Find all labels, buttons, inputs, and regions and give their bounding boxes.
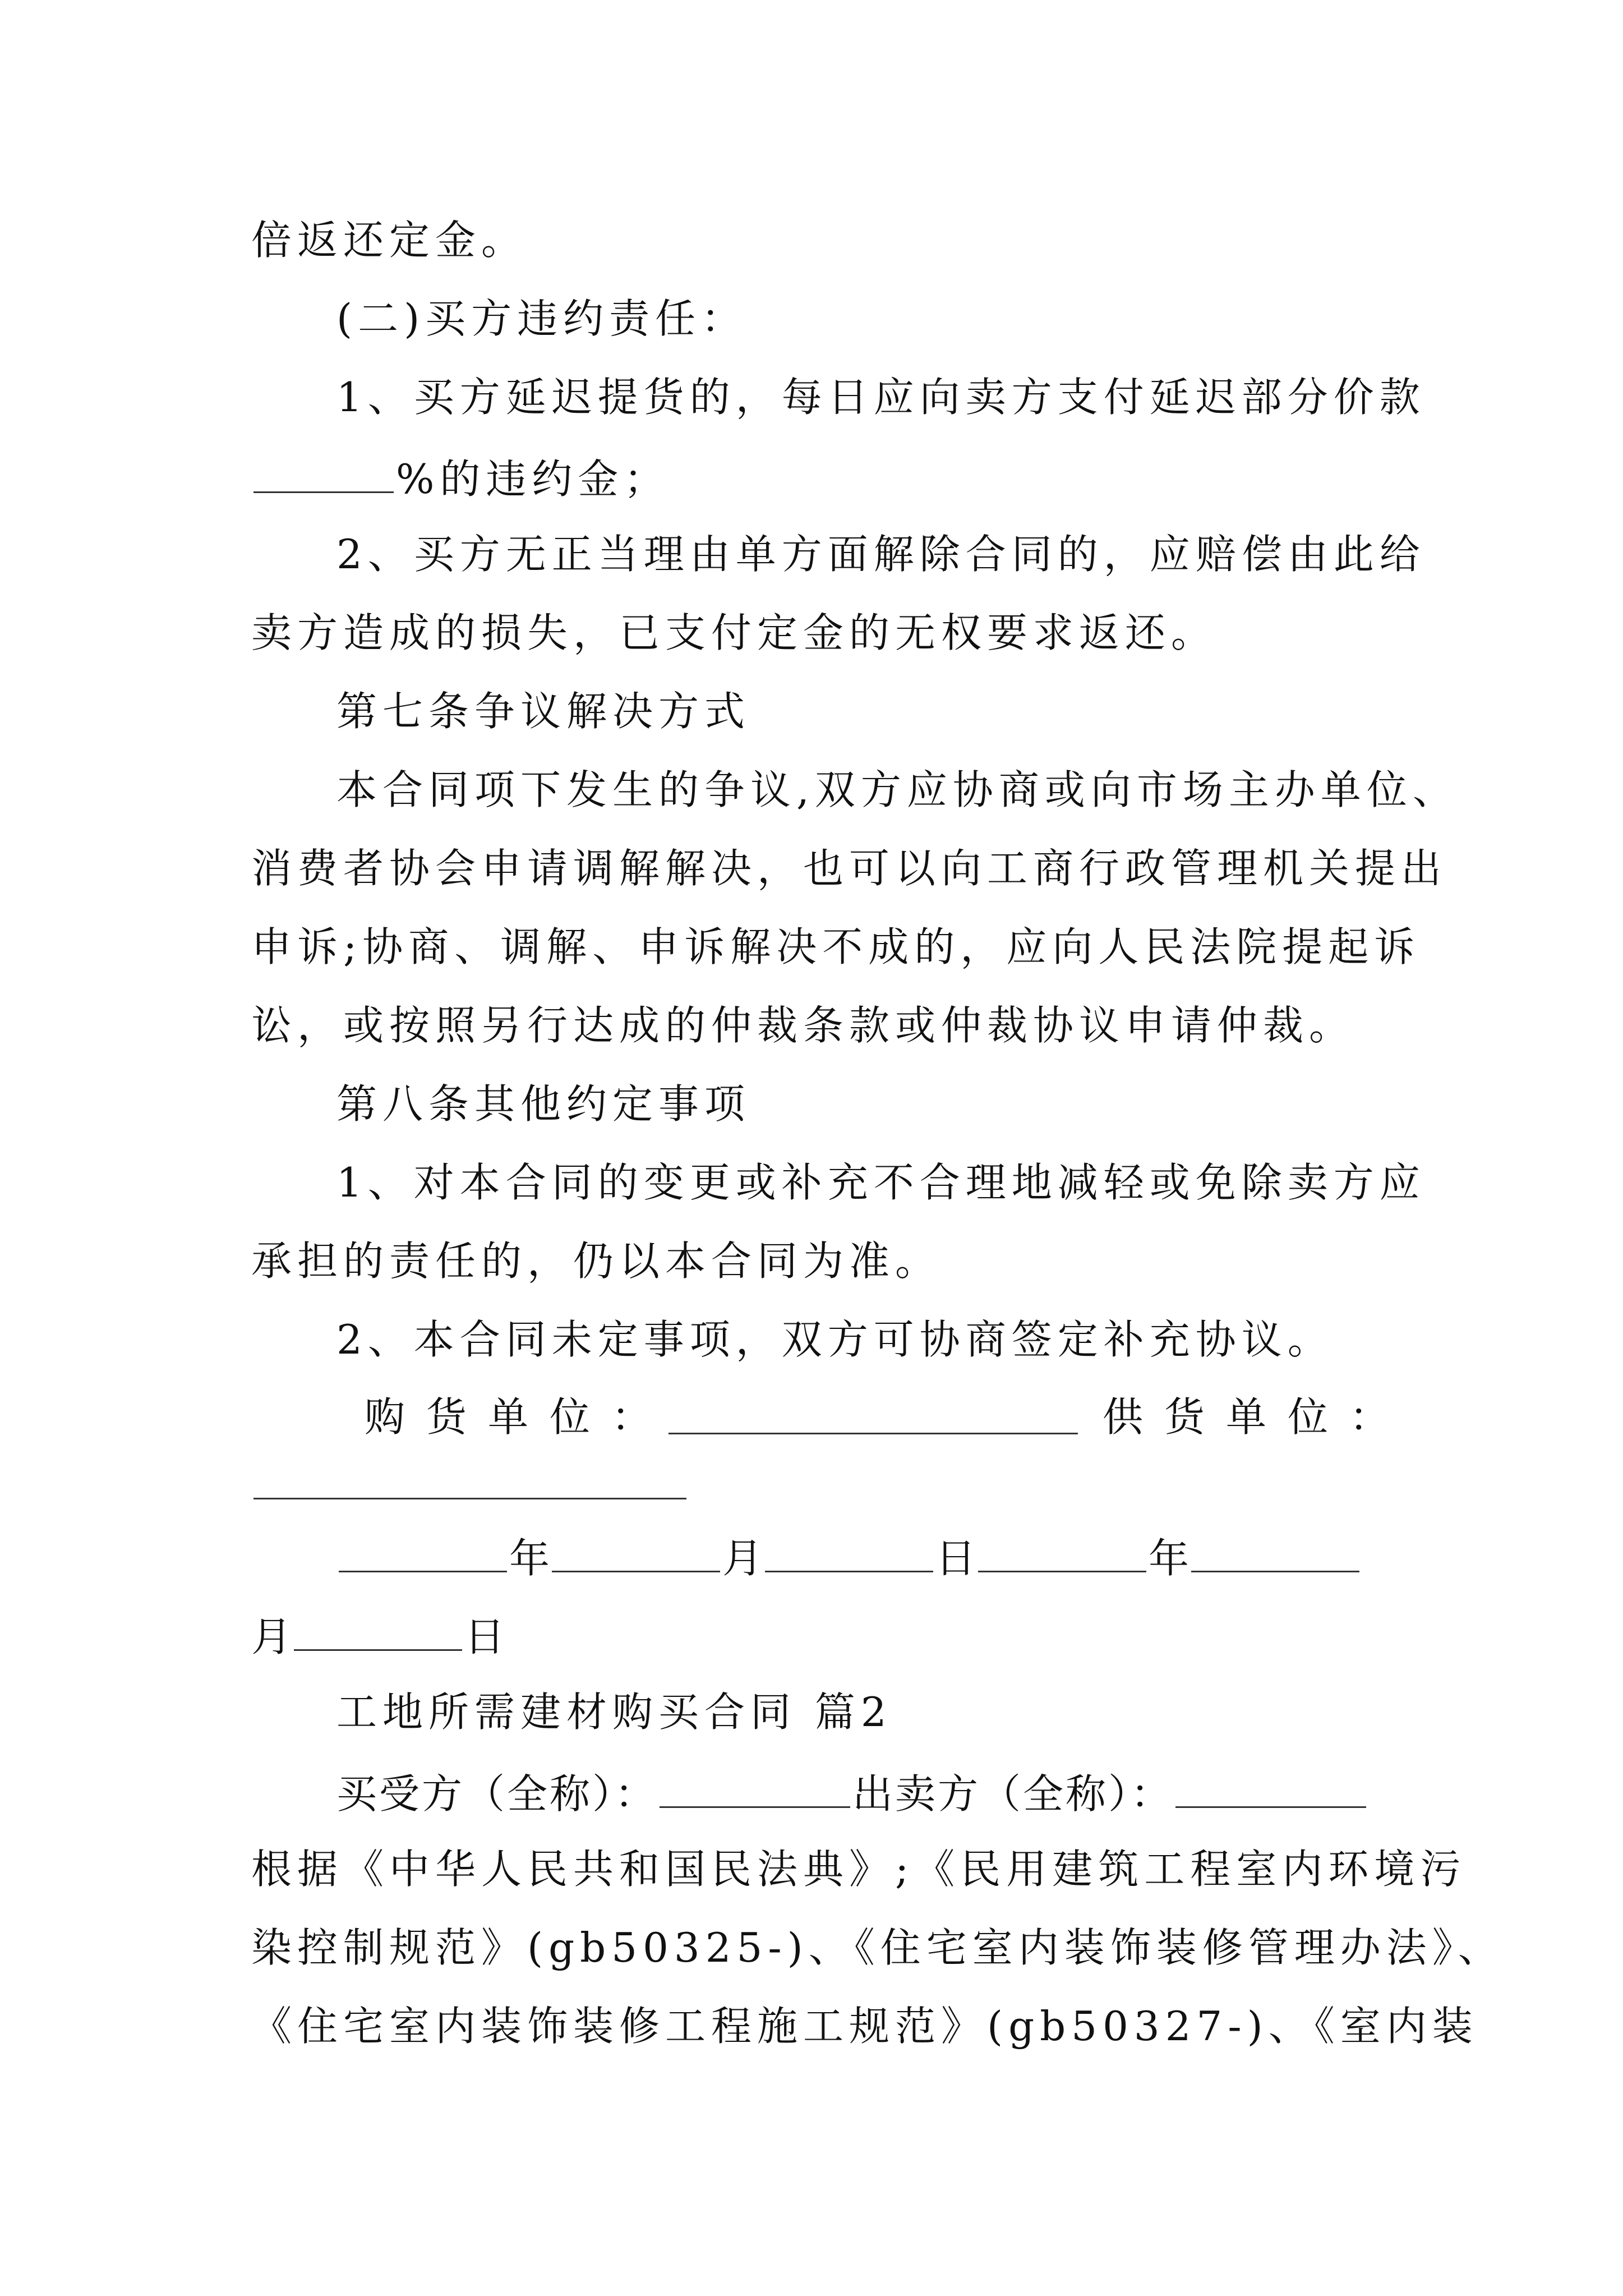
blank-field [978,1535,1146,1572]
buyer-unit-line [666,1397,1080,1441]
text-line: 申诉;协商、调解、申诉解决不成的，应向人民法院提起诉 [251,923,1421,970]
date-line [251,1613,505,1660]
blank-field [765,1535,933,1572]
text-line: 本合同项下发生的争议,双方应协商或向市场主办单位、 [336,766,1459,813]
blank-field [253,455,394,493]
year-label: 年 [509,1535,550,1582]
day-label: 日 [464,1613,505,1660]
text-line: 《住宅室内装饰装修工程施工规范》(gb50327-)、《室内装 [251,2003,1478,2050]
section-title: 工地所需建材购买合同 篇2 [336,1688,892,1736]
buyer-full-label: 买受方（全称）： [336,1770,658,1818]
blank-field [1175,1770,1366,1808]
party-line [336,1770,1368,1818]
blank-field [1191,1535,1359,1572]
text-line: 消费者协会申请调解解决，也可以向工商行政管理机关提出 [251,845,1447,892]
text-line: 根据《中华人民共和国民法典》;《民用建筑工程室内环境污 [251,1846,1467,1893]
blank-field [339,1535,507,1572]
day-label: 日 [935,1535,976,1582]
section-heading: 第七条争议解决方式 [336,688,751,735]
text-line: 承担的责任的，仍以本合同为准。 [251,1237,942,1285]
section-heading: 第八条其他约定事项 [336,1080,751,1128]
blank-field [660,1770,850,1808]
text-line [251,455,670,503]
month-label: 月 [722,1535,763,1582]
text-line: 1、对本合同的变更或补充不合理地减轻或免除卖方应 [336,1159,1426,1206]
blank-field [552,1535,720,1572]
month-label: 月 [251,1613,292,1660]
seller-unit-line [251,1462,689,1506]
year-label: 年 [1149,1535,1189,1582]
text-line: 2、本合同未定事项，双方可协商签定补充协议。 [336,1316,1334,1363]
buyer-unit-label: 购货单位： [365,1393,674,1441]
text-fragment: %的违约金； [396,455,670,503]
text-line: 倍返还定金。 [251,217,528,264]
date-line [336,1535,1362,1582]
seller-full-label: 出卖方（全称）： [852,1770,1174,1818]
seller-unit-label: 供货单位： [1103,1393,1412,1441]
text-line: 2、买方无正当理由单方面解除合同的，应赔偿由此给 [336,531,1426,578]
blank-field [294,1613,462,1651]
text-line: 讼，或按照另行达成的仲裁条款或仲裁协议申请仲裁。 [251,1002,1355,1049]
text-line: 卖方造成的损失，已支付定金的无权要求返还。 [251,609,1218,656]
text-line: (二)买方违约责任： [336,295,748,342]
text-line: 染控制规范》(gb50325-)、《住宅室内装饰装修管理办法》、 [251,1924,1504,1971]
text-line: 1、买方延迟提货的，每日应向卖方支付延迟部分价款 [336,374,1426,421]
